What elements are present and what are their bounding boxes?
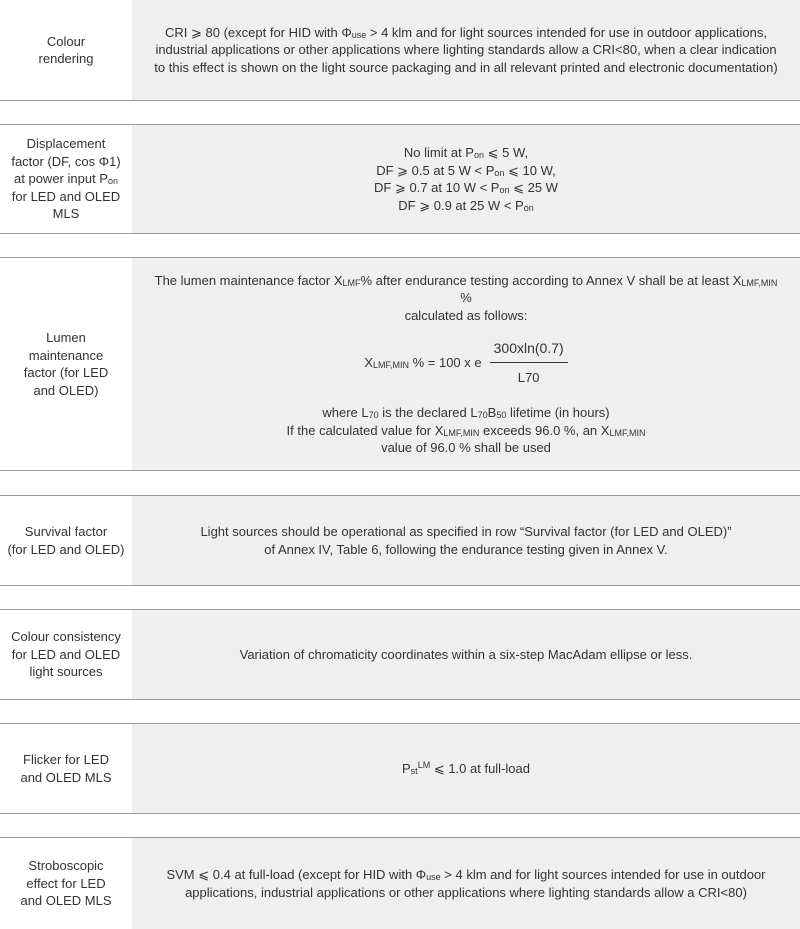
content-line: where $L_{70}$ is the declared $L_{70}B_{50}$ lifetime (in hours): [322, 405, 610, 420]
label-line: factor (for LED: [23, 365, 109, 380]
formula-exponent: [490, 340, 568, 386]
content-line: Light sources should be operational as specified in row “Survival factor (for LED and OLED)”: [200, 524, 732, 539]
label-line: for LED and OLED: [11, 646, 121, 662]
row-flicker: [0, 723, 800, 814]
label-line: light sources: [29, 664, 103, 680]
row-content: [132, 724, 800, 813]
content-line: of Annex IV, Table 6, following the endurance testing given in Annex V.: [264, 541, 668, 557]
content-line: industrial applications or other applications where lighting standards allow a CRI<80, when a clear indication: [155, 42, 777, 58]
row-label: [0, 0, 132, 100]
label-line: factor (DF, cos Φ1): [11, 153, 121, 169]
formula-numerator: 300xln(0.7): [490, 340, 568, 363]
row-label: [0, 125, 132, 233]
label-line: maintenance: [28, 347, 104, 363]
label-line: Flicker for LED: [23, 752, 109, 767]
content-line: DF ⩾ 0.7 at 10 $W < P_{on}$ ⩽ 25 W: [374, 180, 558, 195]
content-line: value of 96.0 % shall be used: [381, 440, 551, 455]
label-line: Colour consistency: [11, 629, 121, 645]
content-line: The lumen maintenance factor $X_{LMF}\%$ after endurance testing according to Annex V shall be at least $X_{LMF,MIN}$ %: [154, 272, 778, 305]
label-line: and OLED): [33, 382, 99, 398]
content-line: DF ⩾ 0.9 at 25 $W < P_{on}$: [398, 197, 534, 213]
content-line: No limit at $P_{on}$ ⩽ 5 W,: [403, 145, 529, 160]
row-displacement-factor: [0, 124, 800, 234]
label-line: and OLED MLS: [20, 893, 112, 909]
label-line: Displacement: [26, 136, 106, 152]
label-line: Colour: [46, 33, 86, 49]
intro-text: [150, 272, 782, 325]
label-line: rendering: [38, 51, 94, 66]
label-line: (for LED and OLED): [7, 541, 125, 557]
label-line: Lumen: [46, 330, 86, 345]
row-content: [132, 610, 800, 699]
formula-lhs: $X_{LMF,MIN}$ % = 100 x e: [364, 355, 482, 371]
content-line: SVM ⩽ 0.4 at full-load (except for HID with $\Phi_{use} > 4$ klm and for light sources intended for use in outdoor: [166, 867, 766, 882]
row-survival-factor: [0, 495, 800, 586]
label-line: and OLED MLS: [20, 769, 112, 785]
row-label: [0, 610, 132, 699]
row-lumen-maintenance: [0, 257, 800, 471]
label-line: MLS: [52, 206, 80, 222]
row-label: [0, 496, 132, 585]
row-content: [132, 838, 800, 929]
outro-text: [287, 404, 646, 457]
row-colour-rendering: [0, 0, 800, 101]
row-content: [132, 0, 800, 100]
lumen-formula: [364, 340, 567, 386]
content-line: applications, industrial applications or other applications where lighting standards allow a CRI<80): [185, 884, 747, 900]
row-colour-consistency: [0, 609, 800, 700]
content-line: Variation of chromaticity coordinates within a six-step MacAdam ellipse or less.: [239, 646, 693, 662]
label-line: at power input $P_{on}$: [14, 171, 118, 187]
label-line: for LED and OLED: [11, 188, 121, 204]
row-content: [132, 496, 800, 585]
content-line: If the calculated value for $X_{LMF,MIN}$ exceeds 96.0 %, an $X_{LMF,MIN}$: [286, 422, 646, 438]
content-line: calculated as follows:: [404, 307, 528, 323]
content-line: $P_{st}^{LM}$ ⩽ 1.0 at full-load: [402, 759, 530, 776]
content-line: DF ⩾ 0.5 at 5 $W < P_{on}$ ⩽ 10 W,: [376, 162, 556, 178]
row-content: [132, 258, 800, 470]
row-content: [132, 125, 800, 233]
label-line: Survival factor: [24, 524, 108, 539]
label-line: effect for LED: [26, 875, 106, 891]
row-label: [0, 838, 132, 929]
content-line: CRI ⩾ 80 (except for HID with $\Phi_{use} > 4$ klm and for light sources intended for use in outdoor applications,: [165, 24, 767, 40]
row-stroboscopic-effect: [0, 837, 800, 929]
row-label: [0, 724, 132, 813]
formula-denominator: L70: [517, 369, 540, 385]
label-line: Stroboscopic: [28, 858, 104, 874]
row-label: [0, 258, 132, 470]
content-line: to this effect is shown on the light source packaging and in all relevant printed and electronic documentation): [154, 59, 778, 75]
